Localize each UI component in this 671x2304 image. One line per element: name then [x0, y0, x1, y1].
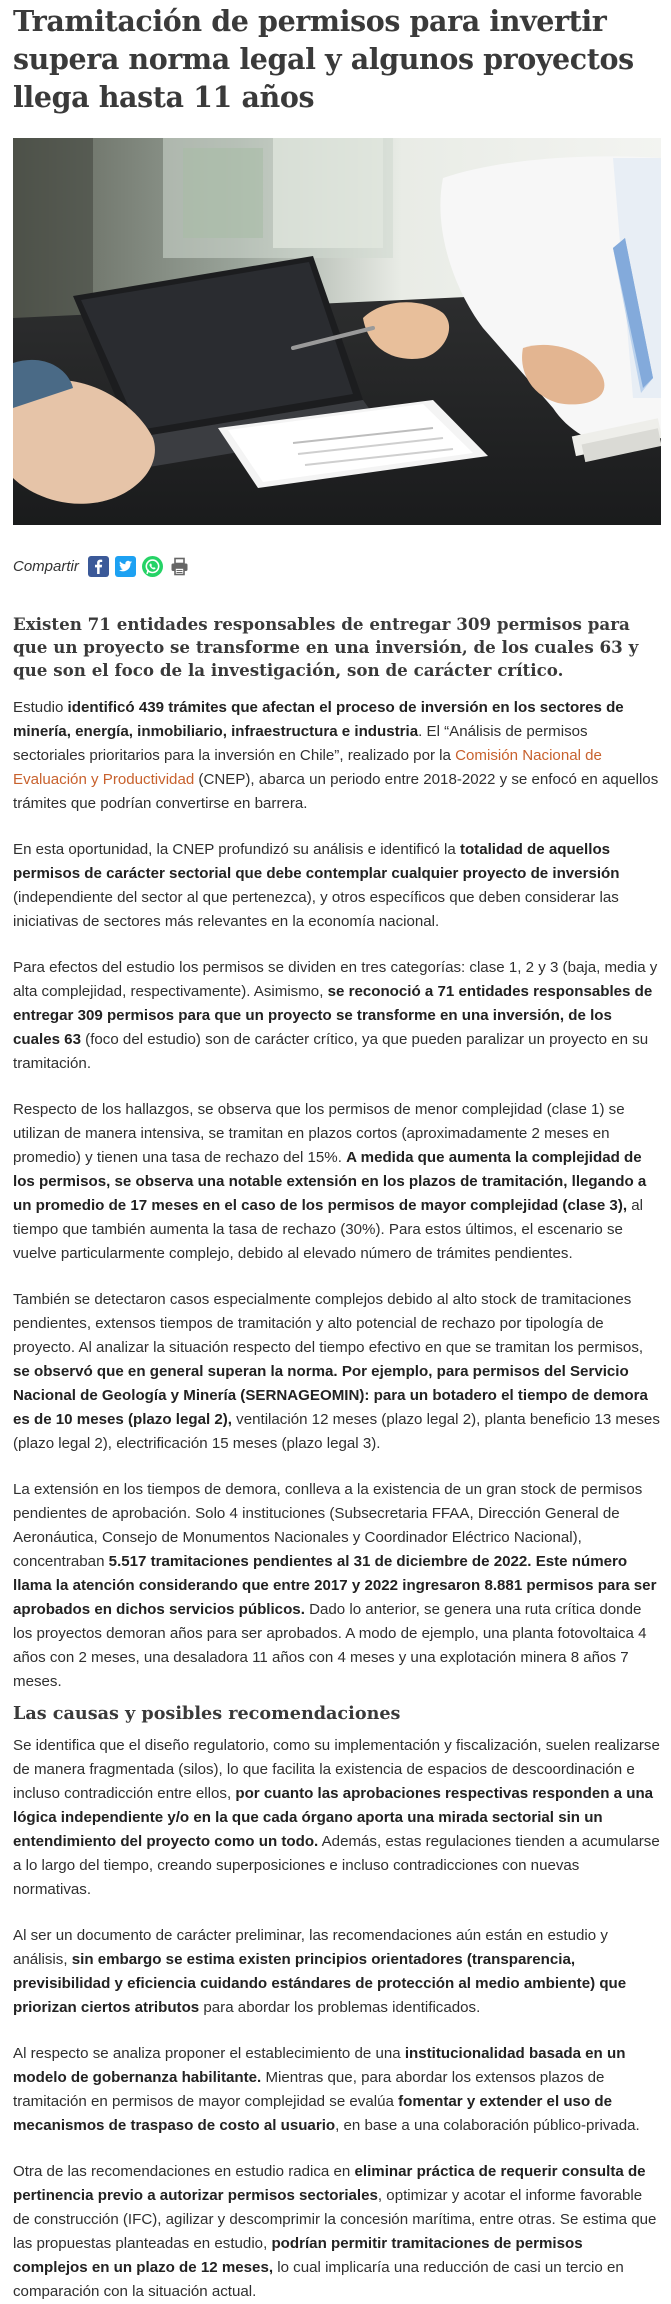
paragraph-1-text-b: . El “Análisis de permisos sectoriales prioritarios para la inversión en Chile”, realizado por la	[13, 723, 588, 764]
cnep-link[interactable]: Comisión Nacional de Evaluación y Productividad	[13, 747, 602, 788]
paragraph-5-text-a: También se detectaron casos especialmente complejos debido al alto stock de tramitaciones pendientes, extensos tiempos de tramitación y alto potencial de rechazo por tipología de proyecto. Al analizar la situación respecto del tiempo efectivo en que se tramitan los permisos,	[13, 1291, 644, 1356]
paragraph-5-bold-a: se observó que en general superan la norma. Por ejemplo, para permisos del Servicio Nacional de Geología y Minería (SERNAGEOMIN): para un botadero el tiempo de demora es de 10 meses (plazo legal 2),	[13, 1363, 648, 1428]
paragraph-3-text-a: Para efectos del estudio los permisos se dividen en tres categorías: clase 1, 2 y 3 (baja, media y alta complejidad, respectivamente). Asimismo,	[13, 959, 658, 1000]
share-label: Compartir	[13, 557, 79, 575]
whatsapp-icon[interactable]	[142, 556, 163, 577]
paragraph-7	[13, 1734, 661, 1902]
paragraph-5-text-b: ventilación 12 meses (plazo legal 2), planta beneficio 13 meses (plazo legal 2), electrificación 15 meses (plazo legal 3).	[13, 1411, 660, 1452]
paragraph-4-text-b: al tiempo que también aumenta la tasa de rechazo (30%). Para estos últimos, el escenario se vuelve particularmente complejo, debido al elevado número de trámites pendientes.	[13, 1197, 643, 1262]
paragraph-6	[13, 1478, 661, 1694]
paragraph-9-bold-b: fomentar y extender el uso de mecanismos de traspaso de costo al usuario	[13, 2093, 612, 2134]
paragraph-8-text-a: Al ser un documento de carácter preliminar, las recomendaciones aún están en estudio y análisis,	[13, 1927, 608, 1968]
paragraph-1-text-a: Estudio	[13, 699, 68, 716]
twitter-icon[interactable]	[115, 556, 136, 577]
paragraph-9	[13, 2042, 661, 2138]
paragraph-7-bold-a: por cuanto las aprobaciones respectivas responden a una lógica independiente y/o en la que cada órgano aporta una mirada sectorial sin un entendimiento del proyecto como un todo.	[13, 1785, 654, 1850]
article	[13, 0, 661, 2304]
paragraph-3-text-b: (foco del estudio) son de carácter crítico, ya que pueden paralizar un proyecto en su tramitación.	[13, 1031, 649, 1072]
section-heading: Las causas y posibles recomendaciones	[13, 1703, 401, 1724]
hero-image	[13, 138, 661, 525]
paragraph-9-text-c: , en base a una colaboración público-privada.	[335, 2117, 640, 2134]
paragraph-3	[13, 956, 661, 1076]
paragraph-9-text-b: Mientras que, para abordar los extensos plazos de tramitación en permisos de mayor complejidad se evalúa	[13, 2069, 605, 2110]
paragraph-1-text-c: (CNEP), abarca un periodo entre 2018-2022 y se enfocó en aquellos trámites que podrían convertirse en barrera.	[13, 771, 659, 812]
paragraph-10-bold-a: eliminar práctica de requerir consulta de pertinencia previo a autorizar permisos sectoriales	[13, 2163, 646, 2204]
paragraph-10	[13, 2160, 661, 2304]
paragraph-2	[13, 838, 661, 934]
paragraph-2-bold-a: totalidad de aquellos permisos de carácter sectorial que debe contemplar cualquier proyecto de inversión	[13, 841, 620, 882]
paragraph-6-text-a: La extensión en los tiempos de demora, conlleva a la existencia de un gran stock de permisos pendientes de aprobación. Solo 4 instituciones (Subsecretaria FFAA, Dirección General de Aeronáutica, Consejo de Monumentos Nacionales y Coordinador Eléctrico Nacional), concentraban	[13, 1481, 643, 1570]
paragraph-10-text-c: lo cual implicaría una reducción de casi un tercio en comparación con la situación actual.	[13, 2259, 624, 2300]
paragraph-10-text-b: , optimizar y acotar el informe favorable de construcción (IFC), agilizar y descomprimir la concesión marítima, entre otras. Se estima que las propuestas planteadas en estudio,	[13, 2187, 657, 2252]
paragraph-7-text-b: Además, estas regulaciones tienden a acumularse a lo largo del tiempo, creando superposiciones e incluso contradicciones con nuevas normativas.	[13, 1833, 660, 1898]
facebook-icon[interactable]	[88, 556, 109, 577]
paragraph-6-bold-a: 5.517 tramitaciones pendientes al 31 de diciembre de 2022. Este número llama la atención considerando que entre 2017 y 2022 ingresaron 8.881 permisos para ser aprobados en dichos servicios públicos.	[13, 1553, 657, 1618]
print-icon[interactable]	[169, 556, 190, 577]
paragraph-8-bold-a: sin embargo se estima existen principios orientadores (transparencia, previsibilidad y eficiencia cuidando estándares de protección al medio ambiente) que priorizan ciertos atributos	[13, 1951, 627, 2016]
paragraph-4-bold-a: A medida que aumenta la complejidad de los permisos, se observa una notable extensión en los plazos de tramitación, llegando a un promedio de 17 meses en el caso de los permisos de mayor complejidad (clase 3),	[13, 1149, 647, 1214]
paragraph-4-text-a: Respecto de los hallazgos, se observa que los permisos de menor complejidad (clase 1) se utilizan de manera intensiva, se tramitan en plazos cortos (aproximadamente 2 meses en promedio) y tienen una tasa de rechazo del 15%.	[13, 1101, 625, 1166]
paragraph-8	[13, 1924, 661, 2020]
paragraph-2-text-a: En esta oportunidad, la CNEP profundizó su análisis e identificó la	[13, 841, 460, 858]
share-bar	[13, 553, 661, 579]
paragraph-8-text-b: para abordar los problemas identificados.	[199, 1999, 481, 2016]
paragraph-4	[13, 1098, 661, 1266]
paragraph-10-bold-b: podrían permitir tramitaciones de permisos complejos en un plazo de 12 meses,	[13, 2235, 583, 2276]
paragraph-7-text-a: Se identifica que el diseño regulatorio, como su implementación y fiscalización, suelen realizarse de manera fragmentada (silos), lo que facilita la existencia de espacios de descoordinación e incluso contradicción entre ellos,	[13, 1737, 660, 1802]
paragraph-5	[13, 1288, 661, 1456]
paragraph-3-bold-a: se reconoció a 71 entidades responsables de entregar 309 permisos para que un proyecto se transforme en una inversión, de los cuales 63	[13, 983, 653, 1048]
article-title: Tramitación de permisos para invertir supera norma legal y algunos proyectos llega hasta 11 años	[13, 4, 634, 114]
paragraph-2-text-b: (independiente del sector al que pertenezca), y otros específicos que deben considerar las iniciativas de sectores más relevantes en la economía nacional.	[13, 889, 619, 930]
article-lead: Existen 71 entidades responsables de entregar 309 permisos para que un proyecto se transforme en una inversión, de los cuales 63 y que son el foco de la investigación, son de carácter crítico.	[13, 614, 639, 680]
paragraph-1-bold-a: identificó 439 trámites que afectan el proceso de inversión en los sectores de minería, energía, inmobiliario, infraestructura e industria	[13, 699, 624, 740]
paragraph-1	[13, 696, 661, 816]
business-meeting-illustration	[13, 138, 661, 525]
paragraph-9-bold-a: institucionalidad basada en un modelo de gobernanza habilitante.	[13, 2045, 626, 2086]
paragraph-10-text-a: Otra de las recomendaciones en estudio radica en	[13, 2163, 355, 2180]
paragraph-6-text-b: Dado lo anterior, se genera una ruta crítica donde los proyectos demoran años para ser aprobados. A modo de ejemplo, una planta fotovoltaica 4 años con 2 meses, una desaladora 11 años con 4 meses y una explotación minera 8 años 7 meses.	[13, 1601, 647, 1690]
paragraph-9-text-a: Al respecto se analiza proponer el establecimiento de una	[13, 2045, 405, 2062]
